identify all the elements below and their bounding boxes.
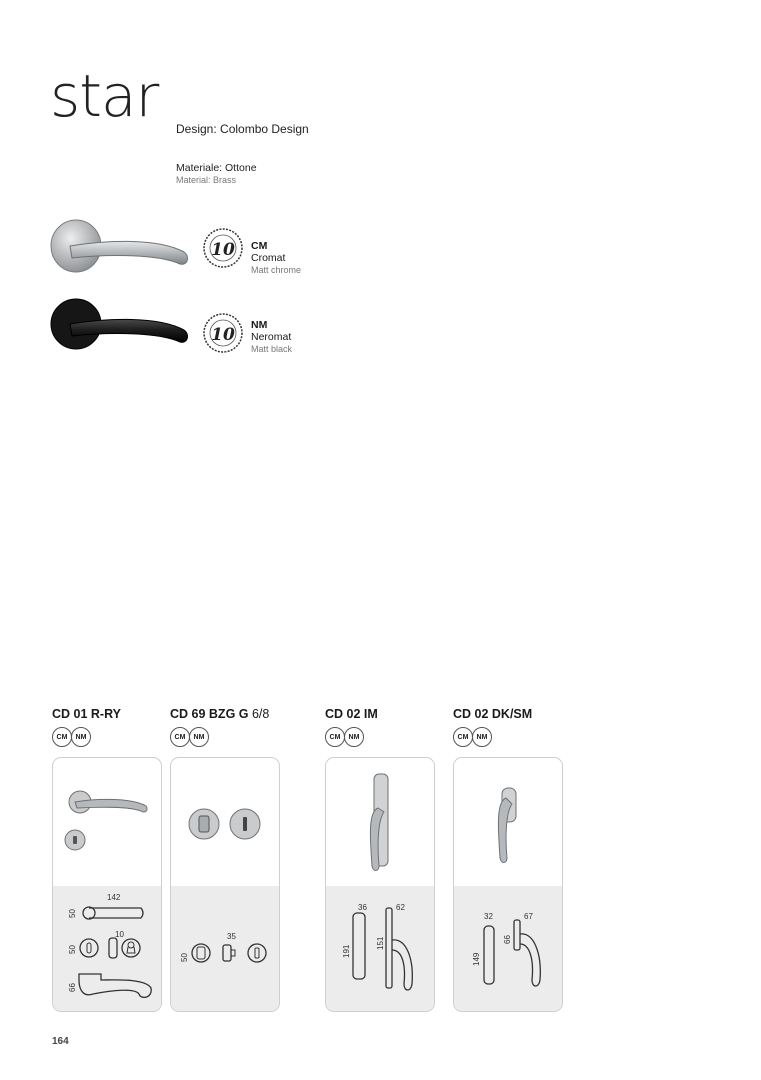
product-illustration-3: [326, 758, 435, 1012]
dimension-label: 67: [524, 912, 533, 921]
dimension-label: 151: [376, 936, 385, 950]
product-illustration-1: [53, 758, 162, 1012]
dimension-label: 50: [180, 953, 189, 962]
finish-badges-2: [170, 727, 208, 747]
page-title: star: [50, 62, 159, 130]
product-card-4: [453, 757, 563, 1012]
product-code-2: [170, 707, 269, 721]
product-card-3: [325, 757, 435, 1012]
dimension-label: 36: [358, 903, 367, 912]
product-card-2: [170, 757, 280, 1012]
dimension-label: 191: [342, 944, 351, 958]
finish-cm: [251, 240, 301, 276]
finish-badge-cm: CM: [52, 727, 72, 747]
product-code-1: [52, 707, 121, 721]
finish-badge-cm: CM: [170, 727, 190, 747]
dimension-label: 10: [115, 930, 124, 939]
dimension-label: 35: [227, 932, 236, 941]
finish-badge-cm: CM: [453, 727, 473, 747]
dimension-label: 66: [503, 935, 512, 944]
handle-chrome-image: [48, 216, 198, 278]
dimension-label: 142: [107, 893, 121, 902]
product-code-suffix: 6/8: [251, 707, 270, 721]
finish-badges-4: [453, 727, 491, 747]
product-card-1: [52, 757, 162, 1012]
design-credit: Design: Colombo Design: [176, 122, 309, 136]
dimension-label: 32: [484, 912, 493, 921]
guarantee-seal-icon: [203, 228, 243, 268]
finish-badge-nm: NM: [71, 727, 91, 747]
guarantee-seal-icon: [203, 313, 243, 353]
handle-black-image: [48, 296, 198, 358]
finish-badges-3: [325, 727, 363, 747]
product-code-4: [453, 707, 532, 721]
guarantee-years: 10: [211, 240, 235, 260]
page-number: 164: [52, 1036, 69, 1047]
material-info: [176, 162, 257, 186]
finish-name: Neromat: [251, 331, 292, 343]
guarantee-years: 10: [211, 325, 235, 345]
dimension-label: 50: [68, 909, 77, 918]
product-illustration-2: [171, 758, 280, 1012]
finish-name: Cromat: [251, 252, 286, 264]
product-code-3: [325, 707, 378, 721]
finish-badge-nm: NM: [189, 727, 209, 747]
finish-badge-nm: NM: [344, 727, 364, 747]
product-code-text: CD 69 BZG G: [170, 707, 249, 721]
product-code-text: CD 02 IM: [325, 707, 378, 721]
finish-code: NM: [251, 319, 268, 331]
dimension-label: 66: [68, 983, 77, 992]
finish-english: Matt black: [251, 344, 293, 354]
material-italian: Materiale: Ottone: [176, 162, 257, 174]
product-code-text: CD 02 DK/SM: [453, 707, 533, 721]
finish-badge-nm: NM: [472, 727, 492, 747]
finish-code: CM: [251, 240, 268, 252]
dimension-label: 50: [68, 945, 77, 954]
product-code-text: CD 01 R-RY: [52, 707, 121, 721]
finish-badges-1: [52, 727, 90, 747]
dimension-label: 149: [472, 952, 481, 966]
finish-nm: [251, 319, 292, 355]
material-english: Material: Brass: [176, 175, 237, 185]
product-illustration-4: [454, 758, 563, 1012]
dimension-label: 62: [396, 903, 405, 912]
finish-badge-cm: CM: [325, 727, 345, 747]
finish-english: Matt chrome: [251, 265, 302, 275]
